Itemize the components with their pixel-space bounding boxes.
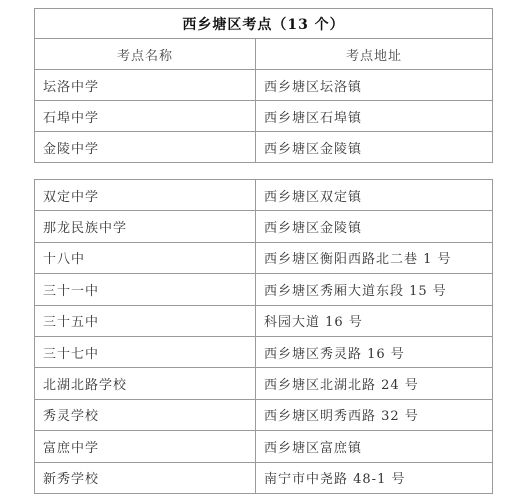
site-address: 西乡塘区秀灵路 16 号	[256, 336, 493, 367]
site-address: 西乡塘区富庶镇	[256, 431, 493, 462]
site-address: 西乡塘区衡阳西路北二巷 1 号	[256, 242, 493, 273]
table-row	[35, 431, 493, 462]
table-row	[35, 274, 493, 305]
site-address: 科园大道 16 号	[256, 305, 493, 336]
site-name: 金陵中学	[35, 132, 256, 163]
site-name: 三十七中	[35, 336, 256, 367]
site-name: 坛洛中学	[35, 70, 256, 101]
exam-sites-table-part-2	[34, 179, 493, 494]
site-name: 石埠中学	[35, 101, 256, 132]
site-name: 北湖北路学校	[35, 368, 256, 399]
site-address: 西乡塘区坛洛镇	[256, 70, 493, 101]
site-name: 秀灵学校	[35, 399, 256, 430]
table-row	[35, 305, 493, 336]
header-site-name: 考点名称	[35, 39, 256, 70]
site-name: 三十五中	[35, 305, 256, 336]
exam-sites-table-part-1	[34, 8, 493, 163]
table-row	[35, 399, 493, 430]
table-row	[35, 101, 493, 132]
site-address: 南宁市中尧路 48-1 号	[256, 462, 493, 493]
site-name: 那龙民族中学	[35, 211, 256, 242]
table-row	[35, 336, 493, 367]
header-site-address: 考点地址	[256, 39, 493, 70]
site-address: 西乡塘区石埠镇	[256, 101, 493, 132]
site-address: 西乡塘区金陵镇	[256, 132, 493, 163]
table-row	[35, 132, 493, 163]
table-title-row	[35, 9, 493, 39]
site-address: 西乡塘区秀厢大道东段 15 号	[256, 274, 493, 305]
site-name: 新秀学校	[35, 462, 256, 493]
table-row	[35, 180, 493, 211]
site-name: 富庶中学	[35, 431, 256, 462]
table-row	[35, 242, 493, 273]
table-row	[35, 211, 493, 242]
table-header-row	[35, 39, 493, 70]
table-row	[35, 368, 493, 399]
table-row	[35, 462, 493, 493]
table-title: 西乡塘区考点（13 个）	[35, 9, 493, 39]
site-address: 西乡塘区金陵镇	[256, 211, 493, 242]
site-name: 双定中学	[35, 180, 256, 211]
site-address: 西乡塘区双定镇	[256, 180, 493, 211]
site-name: 十八中	[35, 242, 256, 273]
table-row	[35, 70, 493, 101]
site-address: 西乡塘区明秀西路 32 号	[256, 399, 493, 430]
site-name: 三十一中	[35, 274, 256, 305]
site-address: 西乡塘区北湖北路 24 号	[256, 368, 493, 399]
